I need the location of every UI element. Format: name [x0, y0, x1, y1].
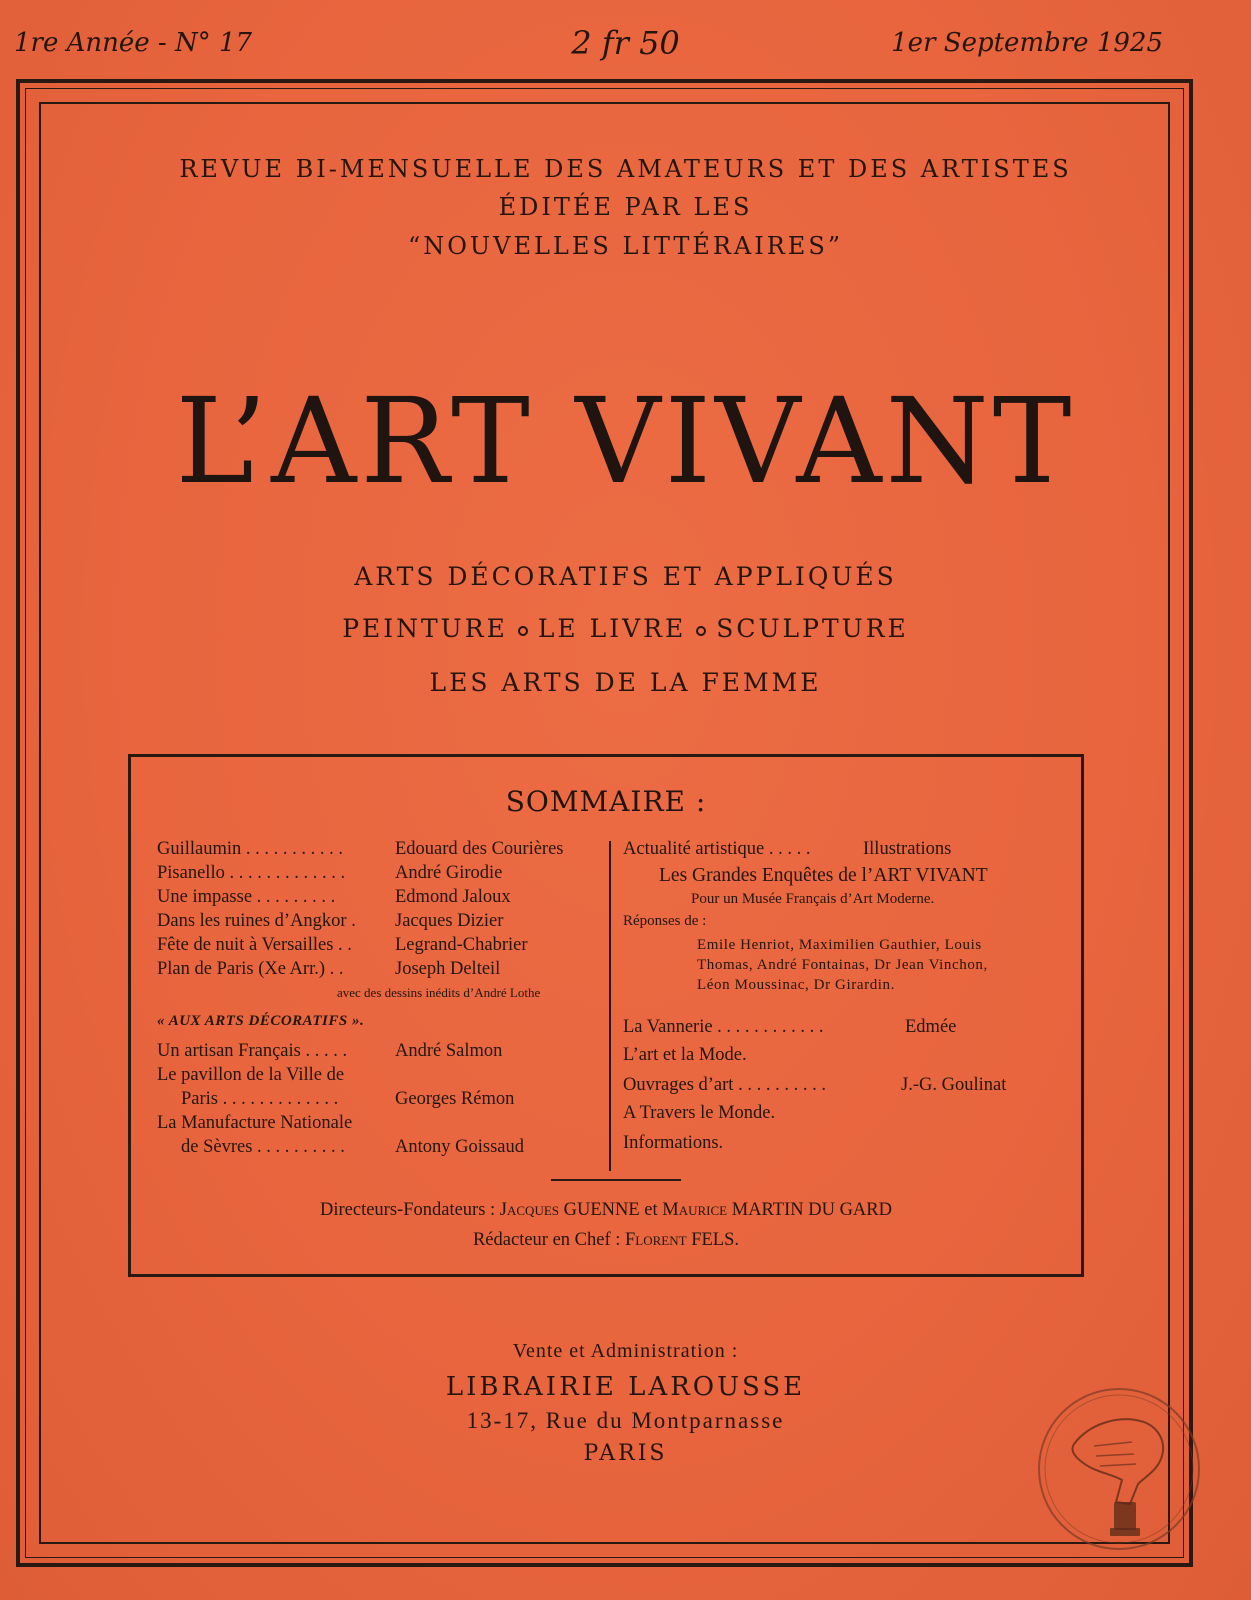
respondents-line: Léon Moussinac, Dr Girardin. [697, 977, 896, 993]
toc-author: André Girodie [395, 863, 503, 883]
toc-author: Edmond Jaloux [395, 887, 511, 907]
subject-line-1: ARTS DÉCORATIFS ET APPLIQUÉS [354, 562, 897, 591]
respondents-line: Thomas, André Fontainas, Dr Jean Vinchon, [697, 957, 988, 973]
toc-title: A Travers le Monde. [623, 1103, 776, 1123]
toc-title: Plan de Paris (Xe Arr.) . . [157, 959, 344, 979]
respondents-line: Emile Henriot, Maximilien Gauthier, Louis [697, 937, 982, 953]
toc-title: L’art et la Mode. [623, 1045, 747, 1065]
toc-title: Une impasse . . . . . . . . . [157, 887, 336, 907]
director-name: Jacques GUENNE [499, 1200, 640, 1220]
directors-line [131, 1200, 1081, 1221]
toc-author: J.-G. Goulinat [901, 1075, 1007, 1095]
directors-label: Directeurs-Fondateurs : [319, 1200, 496, 1220]
toc-title: de Sèvres . . . . . . . . . . [181, 1137, 345, 1157]
toc-author: Illustrations [863, 839, 952, 859]
toc-title: Le pavillon de la Ville de [157, 1065, 345, 1085]
musee-line: Pour un Musée Français d’Art Moderne. [691, 891, 935, 907]
publisher-city: PARIS [583, 1441, 668, 1466]
publisher-name: LIBRAIRIE LAROUSSE [445, 1372, 806, 1402]
director-name: Maurice MARTIN DU GARD [662, 1200, 892, 1220]
sommaire-box [128, 754, 1084, 1277]
editor-line [131, 1230, 1081, 1251]
nouvelles-litteraires: “NOUVELLES LITTÉRAIRES” [407, 232, 844, 260]
editee-line: ÉDITÉE PAR LES [498, 193, 753, 221]
toc-author: Antony Goissaud [395, 1137, 524, 1157]
bullet-icon [518, 626, 528, 636]
issue-number: 1re Année - N° 17 [14, 28, 253, 58]
toc-title: Actualité artistique . . . . . [623, 839, 811, 859]
reponses-label: Réponses de : [623, 913, 707, 929]
rule-divider [551, 1179, 681, 1181]
toc-title: Fête de nuit à Versailles . . [157, 935, 352, 955]
subject-peinture: PEINTURE [342, 614, 508, 643]
issue-date: 1er Septembre 1925 [891, 28, 1163, 58]
toc-note: avec des dessins inédits d’André Lothe [337, 985, 541, 1000]
editor-label: Rédacteur en Chef : [472, 1230, 621, 1250]
subject-line-3: LES ARTS DE LA FEMME [429, 668, 822, 697]
price: 2 fr 50 [571, 24, 680, 62]
column-divider [609, 841, 611, 1171]
toc-author: Edouard des Courières [395, 839, 564, 859]
vente-line: Vente et Administration : [512, 1340, 739, 1362]
subject-livre: LE LIVRE [537, 614, 687, 643]
subject-sculpture: SCULPTURE [716, 614, 909, 643]
revue-subtitle: REVUE BI-MENSUELLE DES AMATEURS ET DES ARTISTES [179, 155, 1072, 183]
toc-title: Paris . . . . . . . . . . . . . [181, 1089, 339, 1109]
toc-author: Legrand-Chabrier [395, 935, 528, 955]
deco-heading: « AUX ARTS DÉCORATIFS ». [157, 1013, 365, 1029]
toc-title: La Vannerie . . . . . . . . . . . . [623, 1017, 824, 1037]
toc-title: Dans les ruines d’Angkor . [157, 911, 356, 931]
toc-author: Edmée [905, 1017, 957, 1037]
toc-title: La Manufacture Nationale [157, 1113, 353, 1133]
publisher-address: 13-17, Rue du Montparnasse [466, 1408, 785, 1433]
toc-author: Georges Rémon [395, 1089, 515, 1109]
toc-author: Jacques Dizier [395, 911, 504, 931]
sommaire-title: SOMMAIRE : [505, 785, 707, 818]
toc-author: Joseph Delteil [395, 959, 501, 979]
toc-title: Ouvrages d’art . . . . . . . . . . [623, 1075, 826, 1095]
toc-title: Guillaumin . . . . . . . . . . . [157, 839, 344, 859]
toc-author: André Salmon [395, 1041, 503, 1061]
enquetes-heading: Les Grandes Enquêtes de l’ART VIVANT [659, 865, 988, 886]
library-stamp-icon [1034, 1384, 1204, 1554]
subject-line-2 [0, 614, 1251, 643]
bullet-icon [696, 626, 706, 636]
toc-title: Pisanello . . . . . . . . . . . . . [157, 863, 346, 883]
toc-title: Un artisan Français . . . . . [157, 1041, 348, 1061]
toc-title: Informations. [623, 1133, 724, 1153]
magazine-title: L’ART VIVANT [175, 372, 1076, 510]
and-word: et [644, 1200, 658, 1220]
editor-name: Florent FELS. [625, 1230, 740, 1250]
